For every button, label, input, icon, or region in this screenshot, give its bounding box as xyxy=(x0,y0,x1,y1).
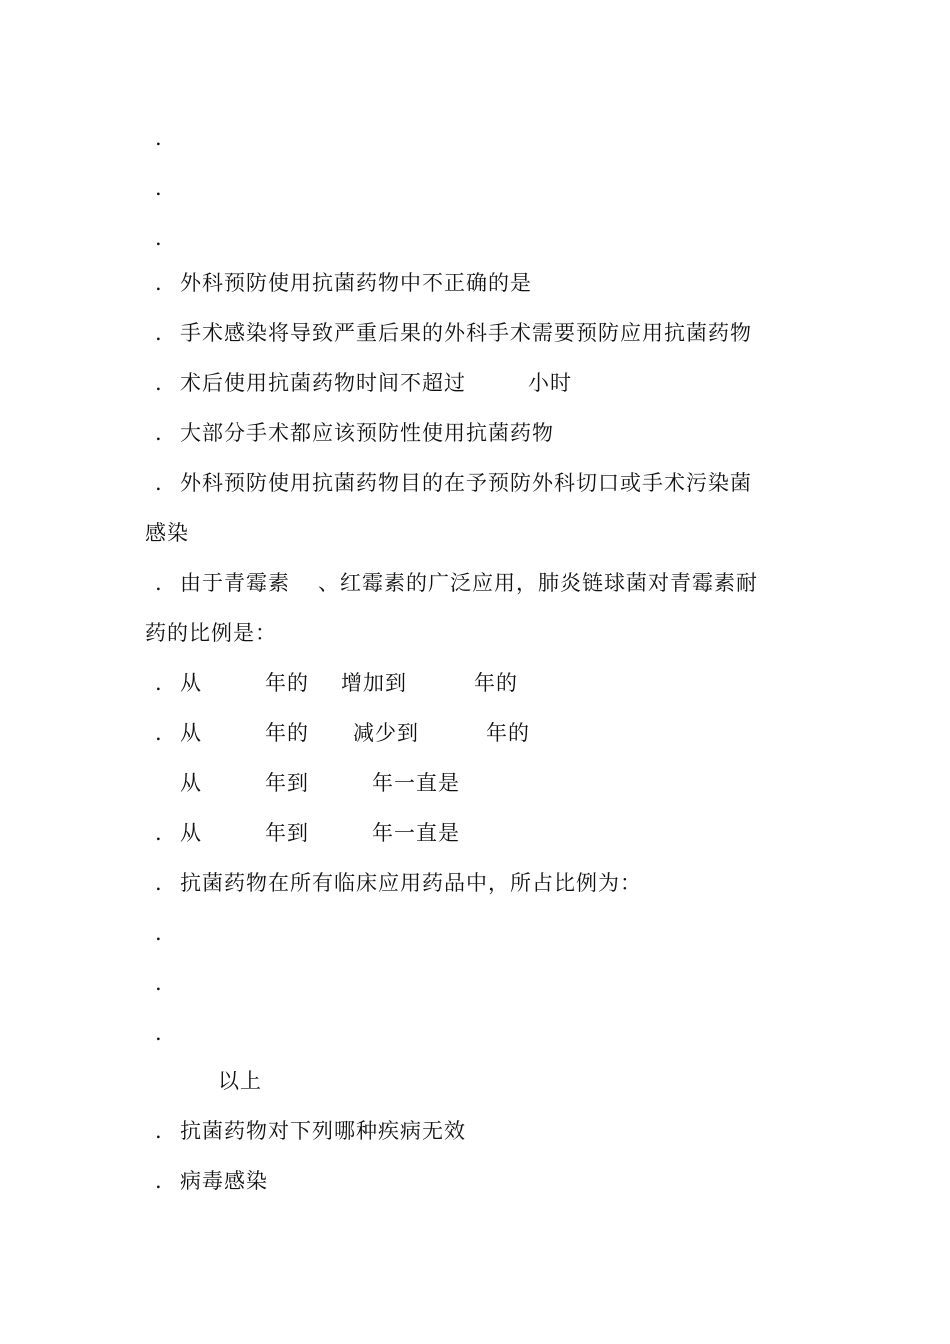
option-part: 年的 xyxy=(265,671,309,695)
option-dot: . xyxy=(155,271,163,295)
option-dot: . xyxy=(155,571,163,595)
option-dot: . xyxy=(155,371,163,395)
option-part: 年的 xyxy=(474,671,518,695)
option-dot: . xyxy=(155,321,163,345)
option-part: 年的 xyxy=(486,721,530,745)
option-dot: . xyxy=(155,671,163,695)
option-part: 从 xyxy=(180,721,202,745)
option-text-unit: 小时 xyxy=(528,371,572,395)
option-text: 大部分手术都应该预防性使用抗菌药物 xyxy=(180,421,554,445)
option-dot: . xyxy=(155,176,163,200)
question-text: 抗菌药物对下列哪种疾病无效 xyxy=(180,1119,466,1143)
option-dot: . xyxy=(155,971,163,995)
option-text: 术后使用抗菌药物时间不超过 xyxy=(180,371,466,395)
option-dot: . xyxy=(155,1119,163,1143)
option-dot: . xyxy=(155,721,163,745)
option-part: 年的 xyxy=(265,721,309,745)
option-part: 从 xyxy=(180,671,202,695)
option-line xyxy=(0,1166,268,1286)
question-text: 由于青霉素 xyxy=(180,571,290,595)
option-dot: . xyxy=(155,921,163,945)
option-dot: . xyxy=(155,226,163,250)
option-dot: . xyxy=(155,126,163,150)
option-text: 病毒感染 xyxy=(180,1169,268,1193)
option-text: 手术感染将导致严重后果的外科手术需要预防应用抗菌药物 xyxy=(180,321,752,345)
option-part: 年到 xyxy=(265,771,309,795)
option-text: 感染 xyxy=(145,521,189,545)
option-dot: . xyxy=(155,421,163,445)
question-text: 抗菌药物在所有临床应用药品中，所占比例为： xyxy=(180,871,642,895)
option-part: 增加到 xyxy=(341,671,407,695)
question-text-cont: 、红霉素的广泛应用，肺炎链球菌对青霉素耐 xyxy=(318,571,758,595)
option-part: 年一直是 xyxy=(372,821,460,845)
option-dot: . xyxy=(155,871,163,895)
option-dot: . xyxy=(155,821,163,845)
question-text: 药的比例是： xyxy=(145,621,277,645)
option-part: 年一直是 xyxy=(372,771,460,795)
option-dot: . xyxy=(155,1169,163,1193)
option-dot: . xyxy=(155,1021,163,1045)
option-part: 从 xyxy=(180,771,202,795)
option-dot: . xyxy=(155,471,163,495)
option-text: 以上 xyxy=(218,1069,262,1093)
option-part: 从 xyxy=(180,821,202,845)
option-part: 年到 xyxy=(265,821,309,845)
option-text: 外科预防使用抗菌药物目的在予预防外科切口或手术污染菌 xyxy=(180,471,752,495)
option-part: 减少到 xyxy=(353,721,419,745)
question-text: 外科预防使用抗菌药物中不正确的是 xyxy=(180,271,532,295)
